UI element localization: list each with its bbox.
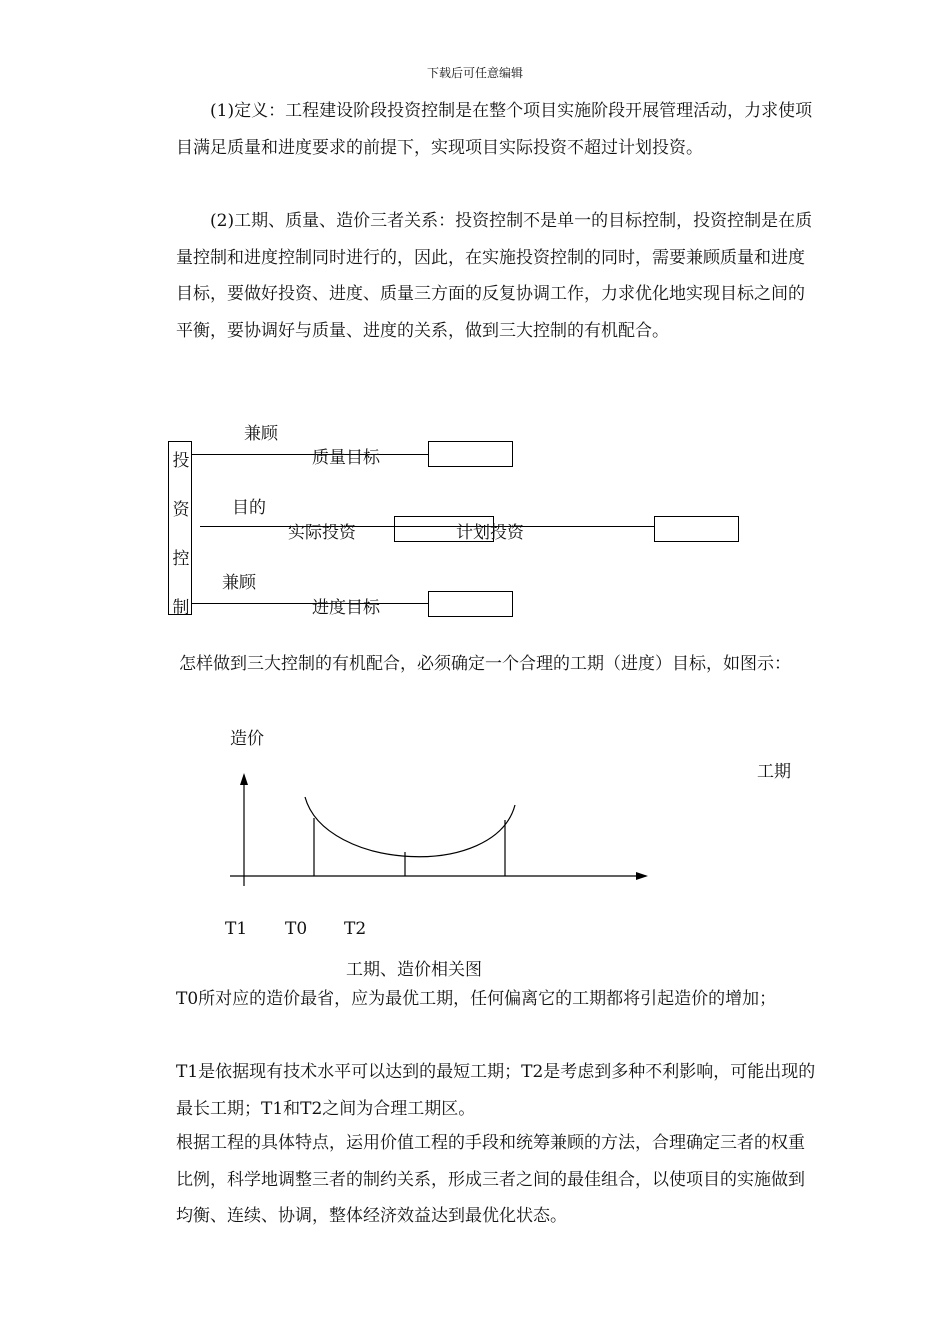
- box-char-1: 投: [172, 451, 190, 471]
- box-char-4: 制: [172, 598, 190, 618]
- label-mid-mudi: 目的: [232, 498, 266, 518]
- plan-investment-label: 计划投资: [456, 523, 524, 543]
- schedule-target-label: 进度目标: [312, 598, 380, 618]
- label-top-jiangu: 兼顾: [244, 424, 278, 444]
- intro-paragraph: 怎样做到三大控制的有机配合，必须确定一个合理的工期（进度）目标，如图示：: [179, 654, 791, 674]
- x-axis-label: 工期: [757, 762, 791, 782]
- conclusion-paragraph: 根据工程的具体特点，运用价值工程的手段和统筹兼顾的方法，合理确定三者的权重比例，科学地调整三者的制约关系，形成三者之间的最佳组合，以使项目的实施做到均衡、连续、协调，整体经济效益达到最优化状态。: [176, 1133, 805, 1226]
- box-char-3: 控: [172, 549, 190, 569]
- t0-paragraph: T0所对应的造价最省，应为最优工期，任何偏离它的工期都将引起造价的增加；: [176, 989, 777, 1009]
- quality-target-label: 质量目标: [312, 448, 380, 468]
- definition-paragraph: (1)定义：工程建设阶段投资控制是在整个项目实施阶段开展管理活动，力求使项目满足质量和进度要求的前提下，实现项目实际投资不超过计划投资。: [176, 101, 813, 158]
- tick-t0: T0: [285, 919, 308, 939]
- chart-caption: 工期、造价相关图: [346, 960, 482, 980]
- download-note: 下载后可任意编辑: [426, 66, 523, 80]
- cost-curve: [305, 797, 515, 857]
- y-axis-label: 造价: [230, 729, 264, 749]
- tick-t1: T1: [225, 919, 248, 939]
- t1-t2-paragraph: T1是依据现有技术水平可以达到的最短工期；T2是考虑到多种不利影响，可能出现的最长工期；T1和T2之间为合理工期区。: [176, 1062, 816, 1119]
- tick-t2: T2: [344, 919, 367, 939]
- relation-paragraph: (2)工期、质量、造价三者关系：投资控制不是单一的目标控制，投资控制是在质量控制和进度控制同时进行的，因此，在实施投资控制的同时，需要兼顾质量和进度目标，要做好投资、进度、质量三方面的反复协调工作，力求优化地实现目标之间的平衡，要协调好与质量、进度的关系，做到三大控制的有机配合。: [176, 211, 813, 341]
- label-bottom-jiangu: 兼顾: [222, 573, 256, 593]
- actual-investment-label: 实际投资: [288, 523, 356, 543]
- box-char-2: 资: [172, 500, 190, 520]
